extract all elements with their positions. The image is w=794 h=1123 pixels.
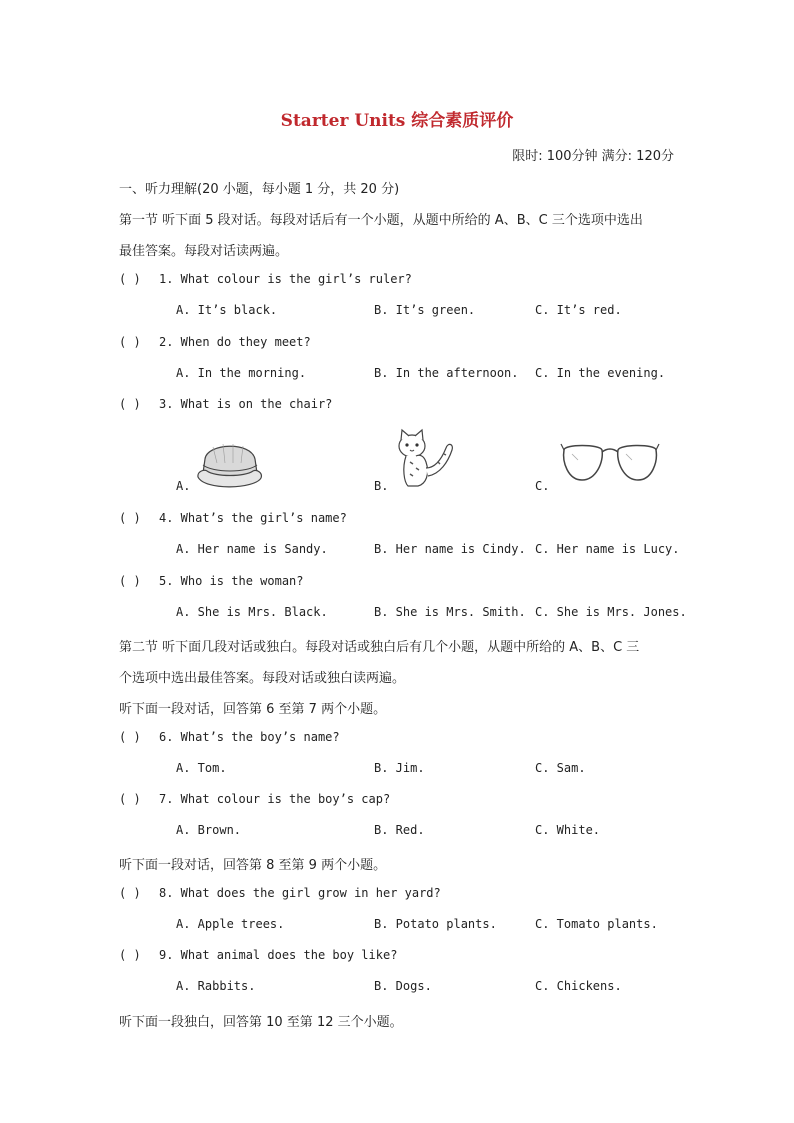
question-text: 5. Who is the woman?: [159, 574, 304, 588]
option-c: C.: [535, 479, 550, 493]
question-3: [119, 397, 332, 411]
option-a: A.: [176, 479, 191, 493]
page-title: Starter Units 综合素质评价: [280, 111, 514, 131]
section1-instructions-line1: 第一节 听下面 5 段对话。每段对话后有一个小题，从题中所给的 A、B、C 三个选项中选出: [119, 213, 643, 228]
option-a: A. Tom.: [176, 761, 227, 775]
option-c: C. In the evening.: [535, 366, 666, 380]
answer-blank[interactable]: ( ): [119, 272, 141, 286]
question-1: [119, 272, 412, 286]
option-b: B. Dogs.: [374, 979, 432, 993]
option-c: C. She is Mrs. Jones.: [535, 605, 687, 619]
answer-blank[interactable]: ( ): [119, 886, 141, 900]
question-6: [119, 730, 340, 744]
option-b: B.: [374, 479, 389, 493]
option-a: A. She is Mrs. Black.: [176, 605, 328, 619]
question-8: [119, 886, 441, 900]
section1-instructions-line2: 最佳答案。每段对话读两遍。: [119, 244, 289, 259]
option-b: B. Jim.: [374, 761, 425, 775]
answer-blank[interactable]: ( ): [119, 792, 141, 806]
option-c: C. Sam.: [535, 761, 586, 775]
option-a: A. In the morning.: [176, 366, 307, 380]
question-text: 6. What’s the boy’s name?: [159, 730, 340, 744]
question-text: 7. What colour is the boy’s cap?: [159, 792, 391, 806]
answer-blank[interactable]: ( ): [119, 335, 141, 349]
question-text: 1. What colour is the girl’s ruler?: [159, 272, 412, 286]
question-5: [119, 574, 304, 588]
time-score-limit: 限时: 100分钟 满分: 120分: [512, 149, 674, 164]
option-c: C. White.: [535, 823, 601, 837]
question-text: 3. What is on the chair?: [159, 397, 333, 411]
option-b: B. In the afternoon.: [374, 366, 519, 380]
option-b: B. Red.: [374, 823, 425, 837]
answer-blank[interactable]: ( ): [119, 948, 141, 962]
answer-blank[interactable]: ( ): [119, 574, 141, 588]
question-text: 4. What’s the girl’s name?: [159, 511, 347, 525]
question-text: 9. What animal does the boy like?: [159, 948, 398, 962]
option-b: B. She is Mrs. Smith.: [374, 605, 526, 619]
answer-blank[interactable]: ( ): [119, 397, 141, 411]
answer-blank[interactable]: ( ): [119, 511, 141, 525]
option-a: A. Her name is Sandy.: [176, 542, 328, 556]
option-a: A. Brown.: [176, 823, 242, 837]
section2-instructions-line1: 第二节 听下面几段对话或独白。每段对话或独白后有几个小题，从题中所给的 A、B、C 三: [119, 640, 640, 655]
answer-blank[interactable]: ( ): [119, 730, 141, 744]
question-4: [119, 511, 347, 525]
question-2: [119, 335, 311, 349]
option-b: B. Potato plants.: [374, 917, 497, 931]
option-c: C. It’s red.: [535, 303, 622, 317]
section2-instructions-line2: 个选项中选出最佳答案。每段对话或独白读两遍。: [119, 671, 406, 686]
option-c: C. Her name is Lucy.: [535, 542, 680, 556]
glasses-icon: [560, 440, 660, 490]
question-7: [119, 792, 390, 806]
instruction-q10-q12: 听下面一段独白，回答第 10 至第 12 三个小题。: [119, 1015, 403, 1030]
option-a: A. It’s black.: [176, 303, 278, 317]
option-b: B. It’s green.: [374, 303, 476, 317]
instruction-q8-q9: 听下面一段对话，回答第 8 至第 9 两个小题。: [119, 858, 387, 873]
question-9: [119, 948, 397, 962]
option-c: C. Chickens.: [535, 979, 622, 993]
question-text: 8. What does the girl grow in her yard?: [159, 886, 441, 900]
option-c: C. Tomato plants.: [535, 917, 658, 931]
hat-icon: [195, 433, 265, 493]
option-b: B. Her name is Cindy.: [374, 542, 526, 556]
option-a: A. Rabbits.: [176, 979, 256, 993]
question-text: 2. When do they meet?: [159, 335, 311, 349]
instruction-q6-q7: 听下面一段对话，回答第 6 至第 7 两个小题。: [119, 702, 387, 717]
option-a: A. Apple trees.: [176, 917, 285, 931]
cat-icon: [392, 428, 458, 490]
part1-heading: 一、听力理解(20 小题，每小题 1 分，共 20 分): [119, 182, 400, 197]
